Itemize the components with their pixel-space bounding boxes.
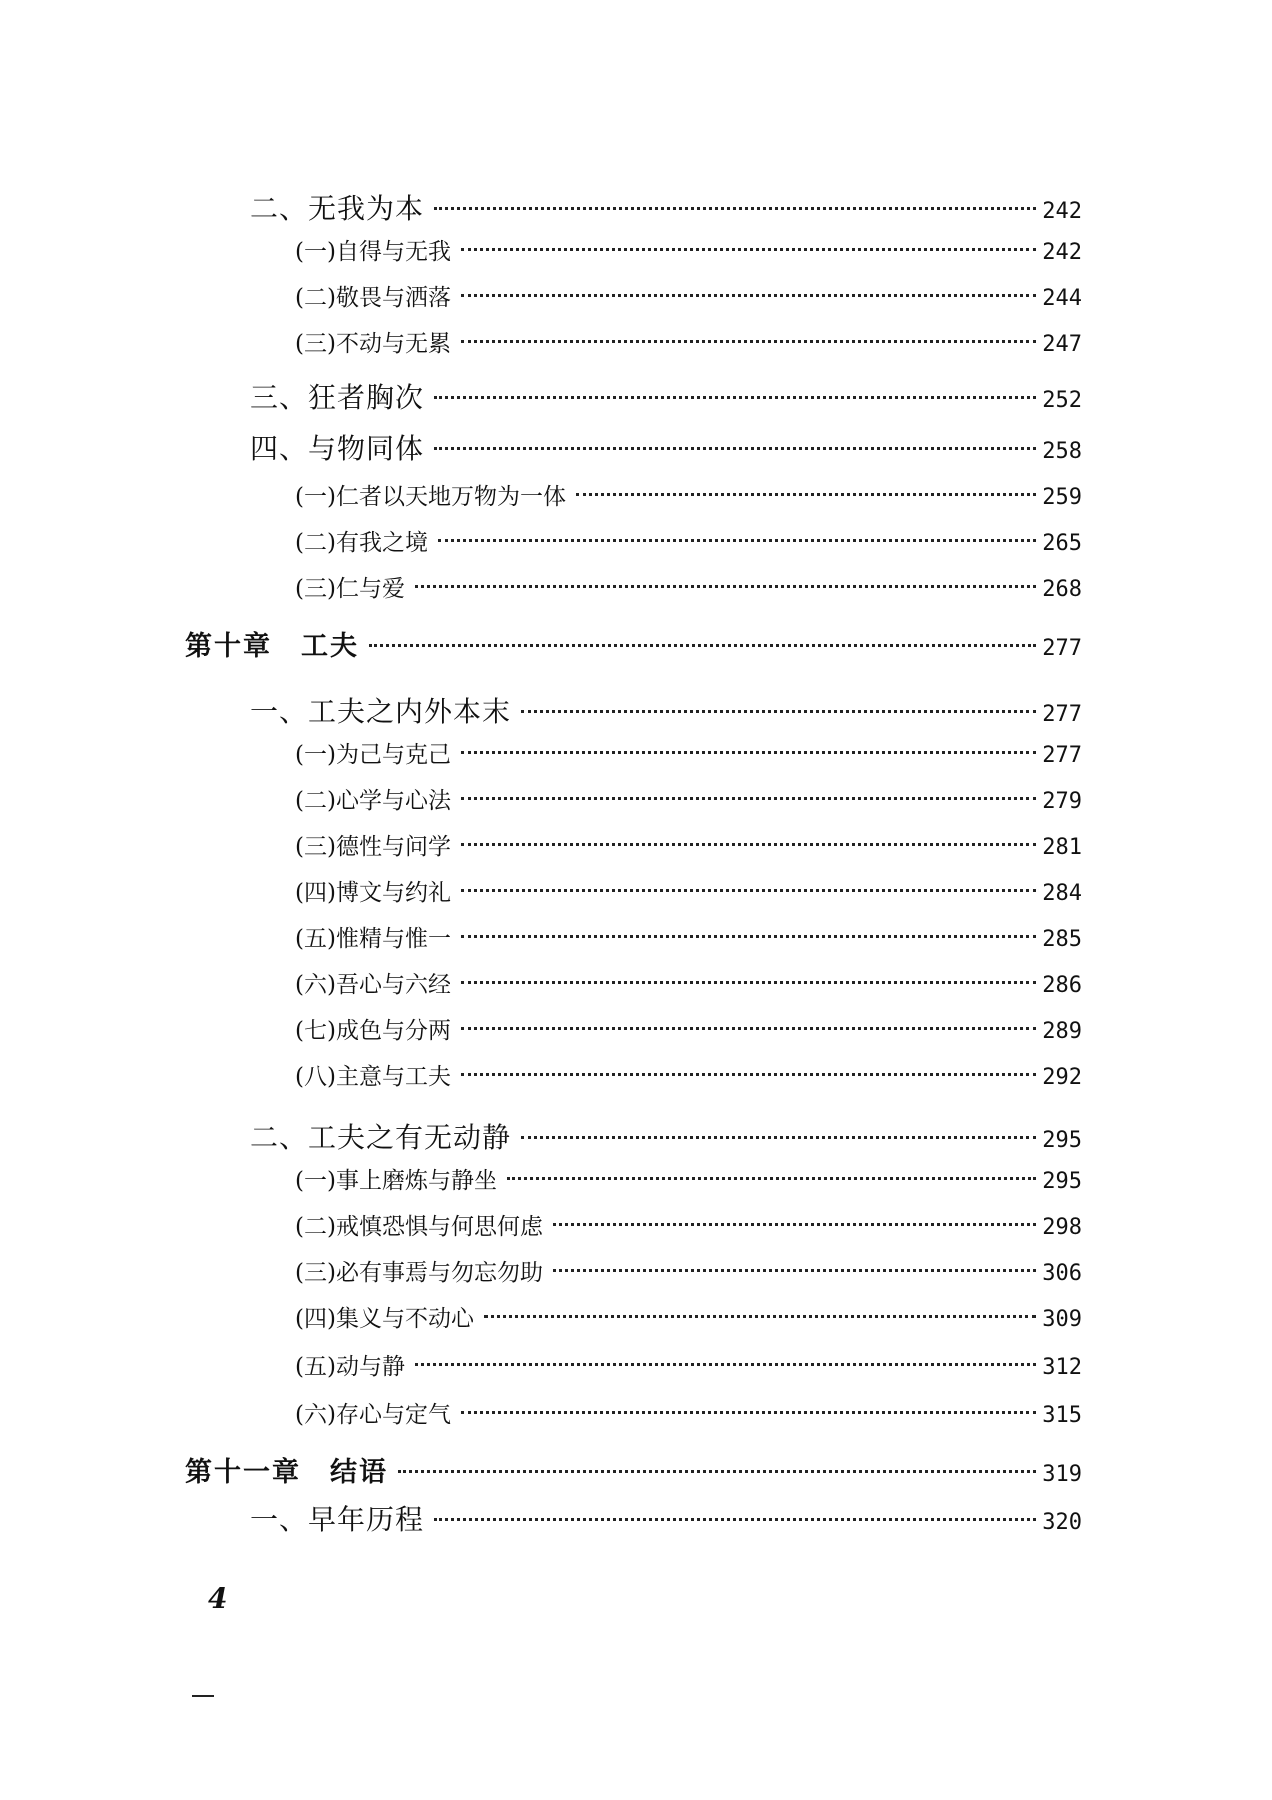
- toc-entry: [250, 690, 1082, 730]
- toc-entry: [250, 1498, 1082, 1538]
- toc-entry-title: 一、早年历程: [250, 1503, 425, 1536]
- dot-leader: [484, 1315, 1036, 1318]
- toc-entry-page: 319: [1042, 1462, 1082, 1487]
- toc-entry-page: 259: [1042, 485, 1082, 510]
- toc-entry-page: 252: [1042, 388, 1082, 413]
- toc-entry-page: 286: [1042, 973, 1082, 998]
- toc-entry-page: 242: [1042, 240, 1082, 265]
- toc-entry-title: (三)不动与无累: [295, 331, 451, 357]
- toc-entry-page: 312: [1042, 1355, 1082, 1380]
- dot-leader: [461, 889, 1036, 892]
- toc-entry-title: (四)集义与不动心: [295, 1306, 474, 1332]
- toc-entry-title: 二、无我为本: [250, 192, 425, 225]
- toc-entry-page: 295: [1042, 1169, 1082, 1194]
- toc-entry-title: (一)仁者以天地万物为一体: [295, 484, 566, 510]
- toc-entry: [295, 1396, 1082, 1429]
- toc-entry-title: (二)戒慎恐惧与何思何虑: [295, 1214, 543, 1240]
- dot-leader: [461, 797, 1036, 800]
- dot-leader: [434, 207, 1036, 210]
- toc-entry-page: 258: [1042, 439, 1082, 464]
- toc-entry-page: 320: [1042, 1510, 1082, 1535]
- toc-entry-title: (二)心学与心法: [295, 788, 451, 814]
- toc-entry-page: 315: [1042, 1403, 1082, 1428]
- toc-entry-title: 二、工夫之有无动静: [250, 1121, 512, 1154]
- toc-entry-title: 第十章 工夫: [185, 631, 359, 662]
- page-number: 4: [208, 1582, 228, 1615]
- dot-leader: [415, 1363, 1036, 1366]
- dot-leader: [521, 710, 1036, 713]
- dot-leader: [576, 493, 1036, 496]
- toc-entry: [295, 828, 1082, 861]
- toc-entry: [295, 1012, 1082, 1045]
- toc-entry-page: 277: [1042, 743, 1082, 768]
- dot-leader: [553, 1223, 1036, 1226]
- toc-entry: [295, 874, 1082, 907]
- toc-entry-title: (七)成色与分两: [295, 1018, 451, 1044]
- toc-entry-title: 三、狂者胸次: [250, 381, 425, 414]
- toc-entry-title: (四)博文与约礼: [295, 880, 451, 906]
- toc-entry-page: 298: [1042, 1215, 1082, 1240]
- toc-entry-page: 285: [1042, 927, 1082, 952]
- dot-leader: [461, 248, 1036, 251]
- toc-entry-title: (一)事上磨炼与静坐: [295, 1168, 497, 1194]
- toc-entry: [295, 736, 1082, 769]
- toc-entry: [295, 1058, 1082, 1091]
- toc-entry-page: 284: [1042, 881, 1082, 906]
- toc-entry-title: (五)动与静: [295, 1354, 405, 1380]
- dot-leader: [507, 1177, 1036, 1180]
- toc-entry: [295, 966, 1082, 999]
- toc-entry-page: 242: [1042, 199, 1082, 224]
- dot-leader: [461, 981, 1036, 984]
- dot-leader: [398, 1470, 1036, 1473]
- dot-leader: [415, 585, 1036, 588]
- toc-entry: [250, 427, 1082, 467]
- toc-entry-page: 281: [1042, 835, 1082, 860]
- toc-entry-page: 277: [1042, 702, 1082, 727]
- toc-entry-page: 268: [1042, 577, 1082, 602]
- dot-leader: [461, 1411, 1036, 1414]
- dot-leader: [369, 644, 1036, 647]
- toc-entry-page: 247: [1042, 332, 1082, 357]
- toc-entry-page: 265: [1042, 531, 1082, 556]
- toc-entry: [295, 233, 1082, 266]
- dot-leader: [461, 340, 1036, 343]
- toc-entry-page: 306: [1042, 1261, 1082, 1286]
- dot-leader: [434, 447, 1036, 450]
- toc-entry: [185, 624, 1082, 663]
- toc-entry-title: 一、工夫之内外本末: [250, 695, 512, 728]
- toc-entry: [295, 279, 1082, 312]
- toc-entry-title: 第十一章 结语: [185, 1457, 388, 1488]
- toc-entry: [295, 1208, 1082, 1241]
- toc-entry: [250, 1116, 1082, 1156]
- toc-entry: [295, 1162, 1082, 1195]
- dot-leader: [461, 843, 1036, 846]
- toc-entry-title: (一)为己与克己: [295, 742, 451, 768]
- toc-entry: [185, 1450, 1082, 1489]
- toc-entry: [295, 524, 1082, 557]
- toc-entry-title: (一)自得与无我: [295, 239, 451, 265]
- dot-leader: [434, 1518, 1036, 1521]
- toc-entry: [295, 570, 1082, 603]
- toc-entry-title: (五)惟精与惟一: [295, 926, 451, 952]
- toc-entry-page: 279: [1042, 789, 1082, 814]
- toc-entry: [295, 782, 1082, 815]
- dot-leader: [438, 539, 1036, 542]
- toc-entry: [250, 187, 1082, 227]
- toc-entry: [295, 478, 1082, 511]
- toc-entry: [295, 1254, 1082, 1287]
- dot-leader: [461, 935, 1036, 938]
- toc-entry-page: 289: [1042, 1019, 1082, 1044]
- toc-entry-page: 277: [1042, 636, 1082, 661]
- toc-entry: [295, 920, 1082, 953]
- toc-entry: [295, 1348, 1082, 1381]
- bottom-mark: [192, 1695, 214, 1697]
- toc-entry-title: (六)存心与定气: [295, 1402, 451, 1428]
- toc-entry-page: 295: [1042, 1128, 1082, 1153]
- toc-entry-page: 309: [1042, 1307, 1082, 1332]
- toc-entry-title: (八)主意与工夫: [295, 1064, 451, 1090]
- dot-leader: [461, 294, 1036, 297]
- toc-entry: [295, 1300, 1082, 1333]
- dot-leader: [461, 1027, 1036, 1030]
- toc-entry-title: (三)德性与问学: [295, 834, 451, 860]
- toc-entry-title: (六)吾心与六经: [295, 972, 451, 998]
- toc-entry-page: 292: [1042, 1065, 1082, 1090]
- toc-entry-title: (三)必有事焉与勿忘勿助: [295, 1260, 543, 1286]
- toc-entry: [250, 376, 1082, 416]
- toc-entry-title: (二)敬畏与洒落: [295, 285, 451, 311]
- dot-leader: [521, 1136, 1036, 1139]
- toc-entry-title: 四、与物同体: [250, 432, 425, 465]
- toc-entry-title: (二)有我之境: [295, 530, 428, 556]
- toc-entry-page: 244: [1042, 286, 1082, 311]
- toc-entry: [295, 325, 1082, 358]
- dot-leader: [461, 1073, 1036, 1076]
- dot-leader: [461, 751, 1036, 754]
- dot-leader: [553, 1269, 1036, 1272]
- dot-leader: [434, 396, 1036, 399]
- toc-entry-title: (三)仁与爱: [295, 576, 405, 602]
